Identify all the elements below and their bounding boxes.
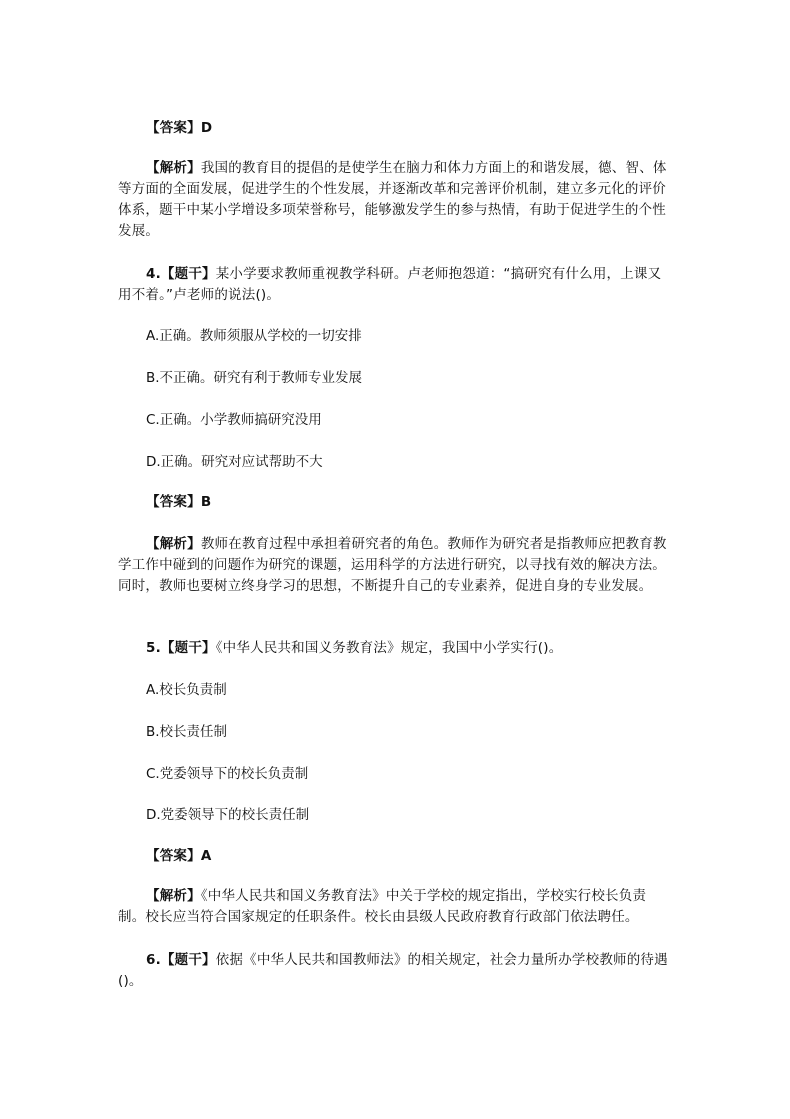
question-label: 6.【题干】 <box>146 952 216 968</box>
answer-value: B <box>200 494 212 510</box>
question-text: 依据《中华人民共和国教师法》的相关规定，社会力量所办学校教师的待遇()。 <box>118 952 668 989</box>
explanation-text: 教师在教育过程中承担着研究者的角色。教师作为研究者是指教师应把教育教学工作中碰到的问题作为研究的课题，运用科学的方法进行研究，以寻找有效的解决方法。同时，教师也要树立终身学习的思想，不断提升自己的专业素养，促进自身的专业发展。 <box>118 536 667 594</box>
answer-label: 【答案】 <box>146 494 201 510</box>
option-4d: D.正确。研究对应试帮助不大 <box>146 454 323 470</box>
option-5a: A.校长负责制 <box>146 682 227 698</box>
answer-q3 <box>118 118 670 139</box>
question-label: 4.【题干】 <box>146 266 216 282</box>
question-6 <box>118 950 670 992</box>
explanation-q4 <box>118 534 670 597</box>
explanation-label: 【解析】 <box>146 888 201 904</box>
option-4b: B.不正确。研究有利于教师专业发展 <box>146 370 363 386</box>
question-5 <box>118 638 670 659</box>
answer-q4 <box>118 492 670 513</box>
explanation-q5 <box>118 886 670 928</box>
question-label: 5.【题干】 <box>146 640 216 656</box>
answer-label: 【答案】 <box>146 848 201 864</box>
option-5d: D.党委领导下的校长责任制 <box>146 807 310 823</box>
option-4a: A.正确。教师须服从学校的一切安排 <box>146 328 362 344</box>
option-5c: C.党委领导下的校长负责制 <box>146 766 309 782</box>
option-4c: C.正确。小学教师搞研究没用 <box>146 412 322 428</box>
question-text: 《中华人民共和国义务教育法》规定，我国中小学实行()。 <box>215 640 563 656</box>
explanation-text: 《中华人民共和国义务教育法》中关于学校的规定指出，学校实行校长负责制。校长应当符合国家规定的任职条件。校长由县级人民政府教育行政部门依法聘任。 <box>118 888 647 925</box>
answer-label: 【答案】 <box>146 120 201 136</box>
question-4 <box>118 264 670 306</box>
answer-value: A <box>200 848 212 864</box>
option-5b: B.校长责任制 <box>146 724 228 740</box>
explanation-label: 【解析】 <box>146 536 201 552</box>
answer-q5 <box>118 846 670 867</box>
explanation-q3 <box>118 158 670 242</box>
answer-value: D <box>200 120 213 136</box>
question-text: 某小学要求教师重视教学科研。卢老师抱怨道：“搞研究有什么用，上课又用不着。”卢老师的说法()。 <box>118 266 662 303</box>
explanation-label: 【解析】 <box>146 160 201 176</box>
explanation-text: 我国的教育目的提倡的是使学生在脑力和体力方面上的和谐发展，德、智、体等方面的全面发展，促进学生的个性发展，并逐渐改革和完善评价机制，建立多元化的评价体系，题干中某小学增设多项荣誉称号，能够激发学生的参与热情，有助于促进学生的个性发展。 <box>118 160 667 239</box>
